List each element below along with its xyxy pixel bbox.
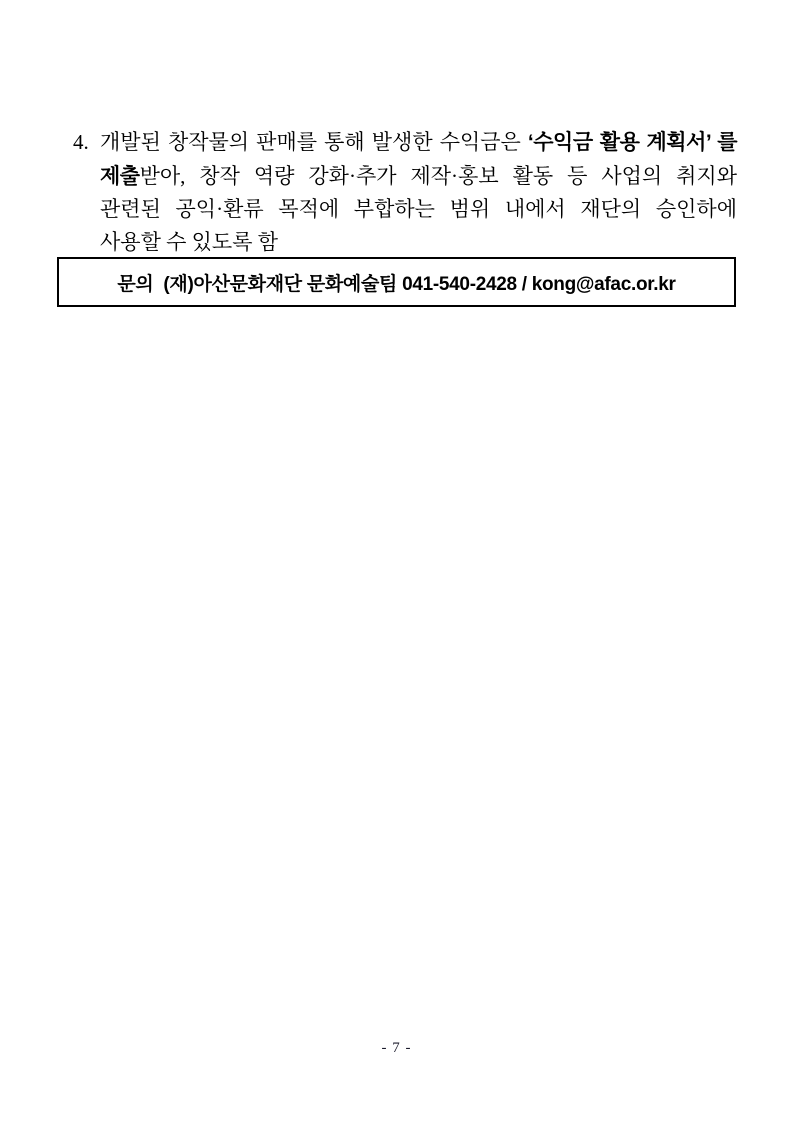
text-segment: 받아, 창작 역량 강화·추가 제작·홍보 활동 등 사업의 취지와 <box>139 163 737 188</box>
text-segment: 개발된 창작물의 판매를 통해 발생한 수익금은 <box>100 130 528 154</box>
text-segment-bold: 제출 <box>100 164 140 188</box>
text-segment-bold: ‘수익금 활용 계획서’ 를 <box>527 131 737 154</box>
page-number: - 7 - <box>381 1040 412 1056</box>
list-item-number: 4. <box>73 130 89 154</box>
text-line-2 <box>100 160 737 194</box>
text-line-3 <box>100 193 737 226</box>
contact-info-text: 문의 (재)아산문화재단 문화예술팀 041-540-2428 / kong@afac.or.kr <box>117 273 676 295</box>
list-item-text <box>100 126 737 258</box>
text-segment: 관련된 공익·환류 목적에 부합하는 범위 내에서 재단의 승인하에 <box>100 197 737 221</box>
text-line-1 <box>100 126 737 160</box>
contact-info-box <box>57 257 736 307</box>
text-line-4 <box>100 226 737 259</box>
list-item-4 <box>73 126 737 258</box>
text-segment: 사용할 수 있도록 함 <box>100 229 279 254</box>
